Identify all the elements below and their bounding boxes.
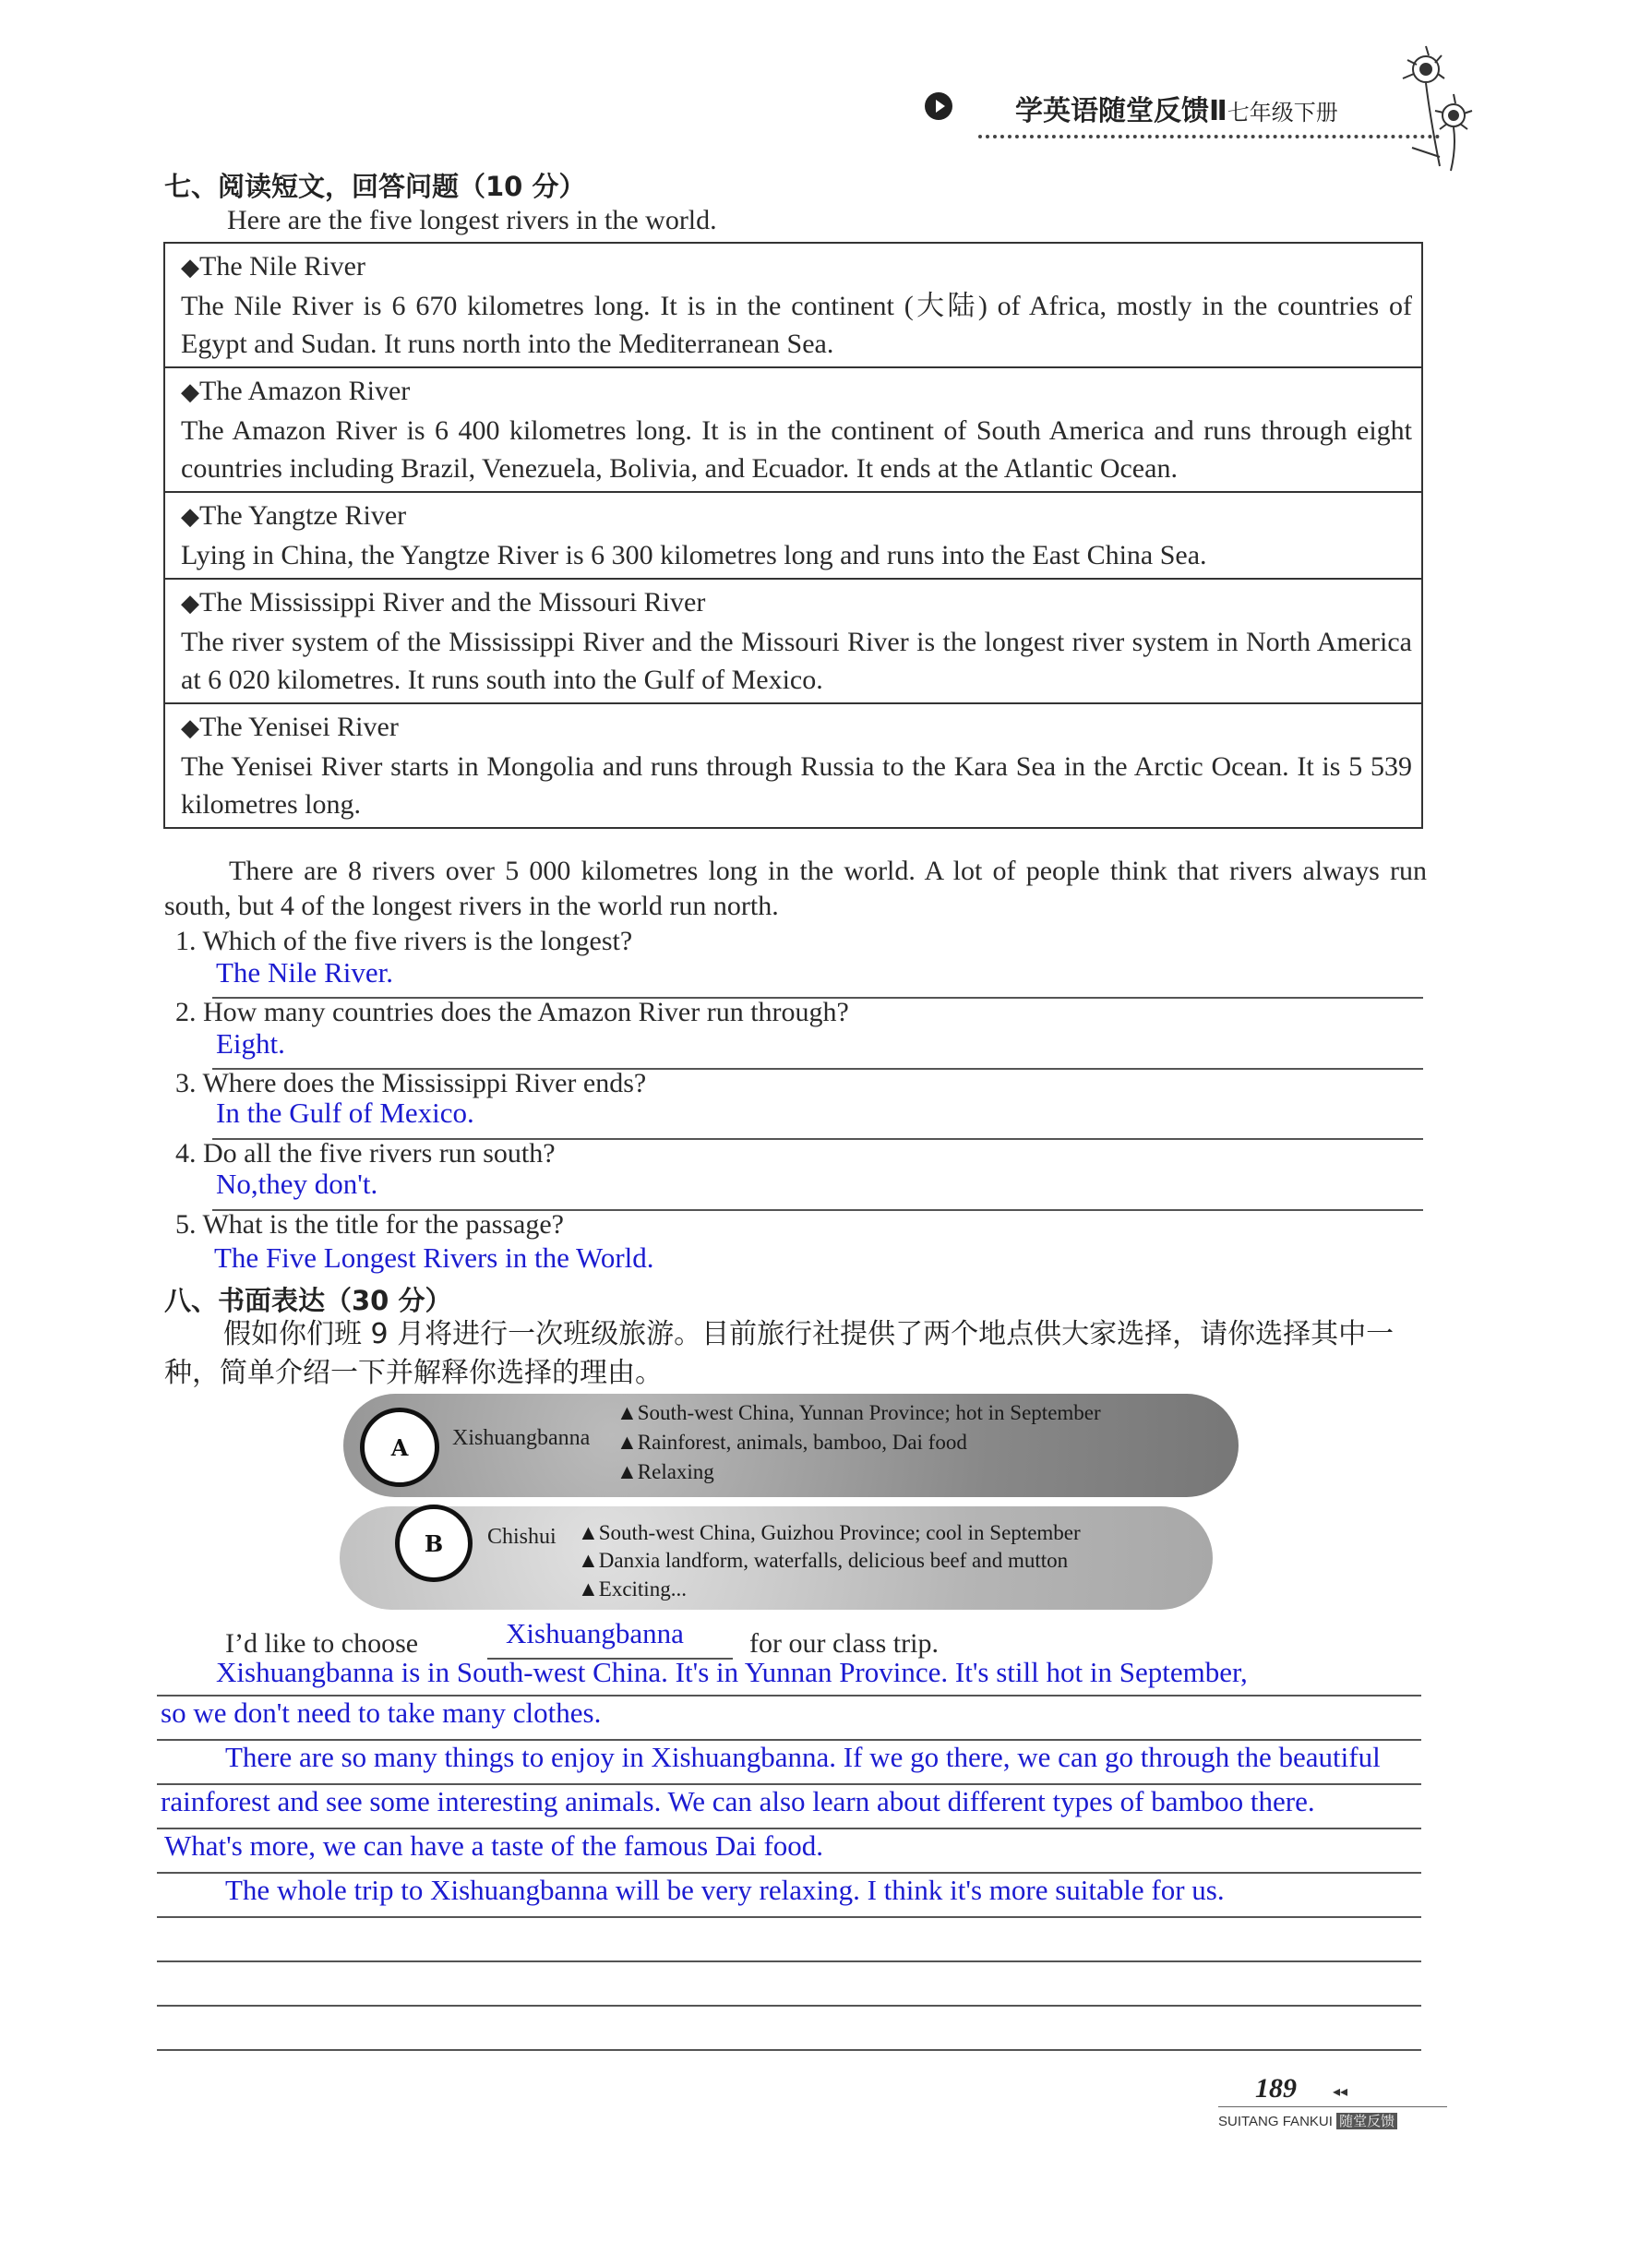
section-7-title: 七、阅读短文，回答问题（10 分） (164, 171, 586, 202)
option-a-badge: A (360, 1408, 439, 1487)
answer-1: The Nile River. (216, 956, 393, 989)
essay-line: The whole trip to Xishuangbanna will be very relaxing. I think it's more suitable for us. (225, 1874, 1225, 1906)
option-a-item: ▲South-west China, Yunnan Province; hot in September (617, 1401, 1101, 1424)
river-description: The Yenisei River starts in Mongolia and runs through Russia to the Kara Sea in the Arctic Ocean. It is 5 539 kilometres long. (181, 751, 1412, 820)
page-number: 189 (1255, 2073, 1297, 2104)
question-2: 2. How many countries does the Amazon River run through? (175, 997, 849, 1027)
footer-brand-en: SUITANG FANKUI (1218, 2114, 1333, 2129)
writing-line (157, 2005, 1421, 2007)
diamond-bullet-icon: ◆ (181, 378, 199, 406)
question-4: 4. Do all the five rivers run south? (175, 1138, 556, 1169)
question-5: 5. What is the title for the passage? (175, 1209, 564, 1240)
diamond-bullet-icon: ◆ (181, 714, 199, 742)
section-7-intro: Here are the five longest rivers in the world. (227, 205, 717, 235)
option-a-item: ▲Rainforest, animals, bamboo, Dai food (617, 1431, 967, 1454)
river-description: The Nile River is 6 670 kilometres long. It is in the continent (大陆) of Africa, mostly in the countries of Egypt and Sudan. It runs north into the Mediterranean Sea. (181, 291, 1412, 359)
choose-blank-answer: Xishuangbanna (506, 1617, 684, 1649)
writing-line (157, 1916, 1421, 1918)
river-row (165, 368, 1421, 493)
answer-3: In the Gulf of Mexico. (216, 1097, 474, 1129)
essay-line: rainforest and see some interesting animals. We can also learn about different types of bamboo there. (161, 1785, 1315, 1817)
rivers-table (163, 242, 1423, 829)
sunflower-decoration-icon (1384, 37, 1495, 175)
essay-line: Xishuangbanna is in South-west China. It's in Yunnan Province. It's still hot in September, (216, 1656, 1248, 1688)
river-row (165, 244, 1421, 368)
diamond-bullet-icon: ◆ (181, 503, 199, 531)
essay-line: There are so many things to enjoy in Xishuangbanna. If we go there, we can go through the beautiful (225, 1741, 1381, 1773)
option-b-badge: B (395, 1505, 473, 1582)
diamond-bullet-icon: ◆ (181, 590, 199, 617)
footer-brand-cn: 随堂反馈 (1336, 2113, 1397, 2129)
play-circle-icon (925, 92, 952, 120)
option-b-name: Chishui (487, 1525, 557, 1549)
writing-line (157, 2049, 1421, 2051)
option-b-item: ▲Exciting... (578, 1577, 687, 1601)
arrow-icon: ◂◂ (1333, 2082, 1348, 2100)
footer-brand (1218, 2111, 1397, 2130)
footer-divider (1218, 2106, 1447, 2107)
river-name: The Mississippi River and the Missouri River (199, 587, 706, 617)
river-name: The Amazon River (199, 376, 411, 406)
river-description: The river system of the Mississippi River and the Missouri River is the longest river system in North America at 6 020 kilometres. It runs south into the Gulf of Mexico. (181, 627, 1412, 695)
section-7-closing: There are 8 rivers over 5 000 kilometres long in the world. A lot of people think that rivers always run south, but 4 of the longest rivers in the world run north. (164, 856, 1427, 921)
answer-4: No,they don't. (216, 1168, 378, 1200)
diamond-bullet-icon: ◆ (181, 254, 199, 282)
option-b-item: ▲Danxia landform, waterfalls, delicious beef and mutton (578, 1549, 1069, 1572)
essay-line: What's more, we can have a taste of the famous Dai food. (164, 1829, 824, 1862)
river-row (165, 704, 1421, 827)
header-divider (978, 135, 1440, 138)
book-title: 学英语随堂反馈Ⅱ七年级下册 (1015, 95, 1338, 127)
river-row (165, 493, 1421, 580)
river-description: Lying in China, the Yangtze River is 6 300 kilometres long and runs into the East China Sea. (181, 540, 1207, 570)
answer-5: The Five Longest Rivers in the World. (214, 1241, 654, 1274)
choose-sentence-start: I’d like to choose (225, 1628, 419, 1659)
answer-2: Eight. (216, 1027, 285, 1060)
river-name: The Yangtze River (199, 500, 407, 531)
river-name: The Nile River (199, 251, 365, 282)
grade-label: 七年级下册 (1227, 100, 1338, 126)
section-8-title: 八、书面表达（30 分） (164, 1285, 452, 1316)
choose-sentence-end: for our class trip. (749, 1628, 939, 1659)
question-1: 1. Which of the five rivers is the longest? (175, 926, 633, 956)
option-a-item: ▲Relaxing (617, 1460, 714, 1483)
essay-line: so we don't need to take many clothes. (161, 1696, 602, 1729)
question-3: 3. Where does the Mississippi River ends? (175, 1068, 647, 1098)
option-b-item: ▲South-west China, Guizhou Province; cool in September (578, 1521, 1081, 1544)
section-8-prompt: 假如你们班 9 月将进行一次班级旅游。目前旅行社提供了两个地点供大家选择，请你选择其中一种，简单介绍一下并解释你选择的理由。 (164, 1318, 1395, 1389)
river-row (165, 580, 1421, 704)
option-a-name: Xishuangbanna (452, 1426, 591, 1450)
river-description: The Amazon River is 6 400 kilometres long. It is in the continent of South America and runs through eight countries including Brazil, Venezuela, Bolivia, and Ecuador. It ends at the Atlantic Ocean. (181, 415, 1412, 484)
writing-line (157, 1960, 1421, 1962)
river-name: The Yenisei River (199, 712, 399, 742)
